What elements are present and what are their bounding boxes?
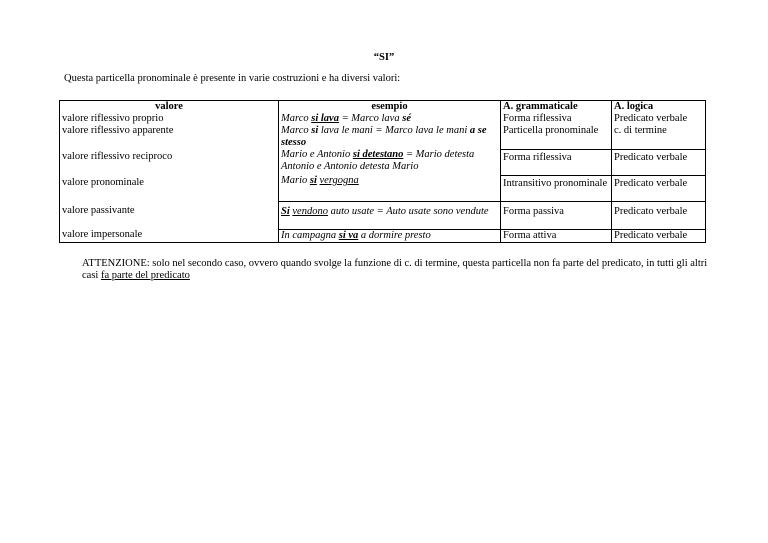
cell-log-3: Predicato verbale xyxy=(612,149,706,175)
cell-valore-5: valore passivante xyxy=(60,201,279,229)
cell-log-2: c. di termine xyxy=(614,125,667,136)
note-underlined: fa parte del predicato xyxy=(100,270,190,281)
example-2: Marco si lava le mani = Marco lava le mani a se stesso xyxy=(281,125,487,148)
example-5: Si vendono auto usate = Auto usate sono vendute xyxy=(279,201,501,229)
table-header-row xyxy=(60,101,706,150)
cell-log-5: Predicato verbale xyxy=(612,201,706,229)
table-row xyxy=(60,229,706,242)
cell-valore-3: valore riflessivo reciproco xyxy=(60,149,279,175)
table-row xyxy=(60,149,706,175)
attention-note: ATTENZIONE: solo nel secondo caso, ovvero quando svolge la funzione di c. di termine, questa particella non fa parte del predicato, in tutti gli altri casi fa parte del predicato xyxy=(82,258,708,281)
header-grammaticale: A. grammaticale xyxy=(503,101,578,112)
cell-gram-2: Particella pronominale xyxy=(503,125,599,136)
cell-gram-6: Forma attiva xyxy=(501,229,612,242)
page-title: “SI” xyxy=(373,52,395,63)
cell-log-1: Predicato verbale xyxy=(614,113,688,124)
cell-gram-4: Intransitivo pronominale xyxy=(501,175,612,201)
cell-gram-5: Forma passiva xyxy=(501,201,612,229)
table-row xyxy=(60,201,706,229)
cell-gram-3: Forma riflessiva xyxy=(501,149,612,175)
example-1: Marco si lava = Marco lava sé xyxy=(281,113,411,124)
si-values-table xyxy=(59,100,706,243)
header-logica: A. logica xyxy=(614,101,654,112)
example-4: Mario si vergogna xyxy=(279,175,501,201)
example-6: In campagna si va a dormire presto xyxy=(279,229,501,242)
table-row xyxy=(60,175,706,201)
intro-text: Questa particella pronominale è presente in varie costruzioni e ha diversi valori: xyxy=(64,73,401,84)
cell-valore-1: valore riflessivo proprio xyxy=(62,113,164,124)
example-3: Mario e Antonio si detestano = Mario detesta Antonio e Antonio detesta Mario xyxy=(279,149,501,175)
cell-log-4: Predicato verbale xyxy=(612,175,706,201)
header-valore: valore xyxy=(155,101,183,112)
cell-valore-2: valore riflessivo apparente xyxy=(62,125,174,136)
cell-valore-4: valore pronominale xyxy=(60,175,279,201)
cell-valore-6: valore impersonale xyxy=(60,229,279,242)
header-esempio: esempio xyxy=(371,101,408,112)
cell-log-6: Predicato verbale xyxy=(612,229,706,242)
cell-gram-1: Forma riflessiva xyxy=(503,113,572,124)
